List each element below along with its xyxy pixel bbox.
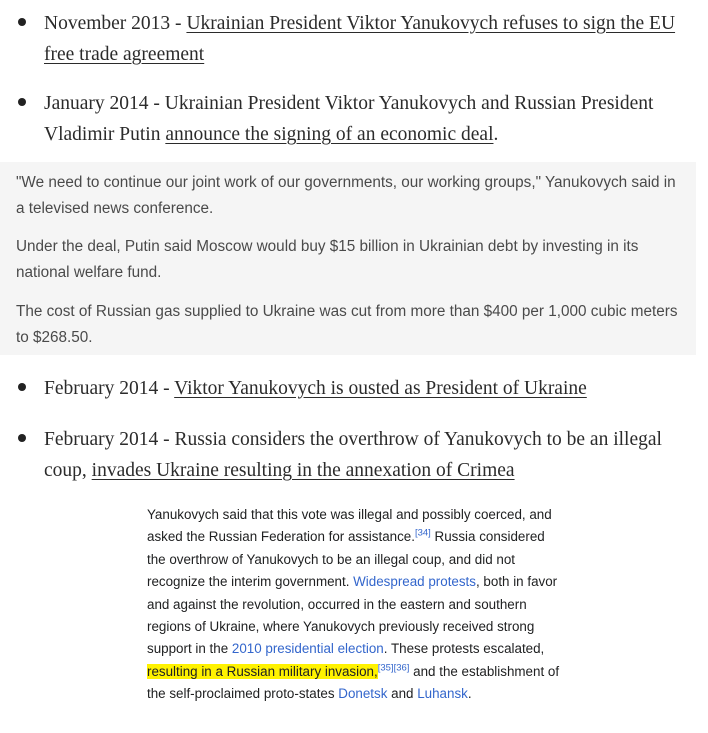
eu-agreement-link[interactable]: Ukrainian President Viktor Yanukovych refuses to sign the EU free trade agreement [44,13,676,65]
ousted-link[interactable]: Viktor Yanukovych is ousted as President of Ukraine [174,378,587,399]
presidential-election-link[interactable]: 2010 presidential election [231,641,384,657]
wiki-text: . [467,686,472,702]
timeline-text [18,373,698,404]
timeline-item-jan-2014 [18,88,698,150]
bullet-dot [18,98,26,106]
quote-paragraph-2: Under the deal, Putin said Moscow would buy $15 billion in Ukrainian debt by investing in its national welfare fund. [16,238,639,281]
bullet-dot [18,18,26,26]
timeline-text [18,8,698,70]
highlighted-text: resulting in a Russian military invasion, [147,663,378,679]
news-quote-block [0,162,696,355]
timeline-item-nov-2013 [18,8,698,70]
timeline-item-feb-2014-crimea [18,424,698,486]
luhansk-link[interactable]: Luhansk [417,686,468,702]
citation-link[interactable]: [35] [377,662,394,674]
widespread-protests-link[interactable]: Widespread protests [353,574,476,590]
timeline-date: February 2014 - [44,378,175,399]
donetsk-link[interactable]: Donetsk [338,686,388,702]
citation-link[interactable]: [34] [414,527,431,539]
wiki-text: Yanukovych said that this vote was illegal and possibly coerced, and asked the Russian Federation for assistance. [147,507,552,545]
economic-deal-link[interactable]: announce the signing of an economic deal [165,124,494,145]
wiki-text: and [387,686,418,702]
timeline-date: November 2013 - [44,13,187,34]
citation-link[interactable]: [36] [393,662,410,674]
timeline-text [18,424,698,486]
quote-paragraph-1: "We need to continue our joint work of our governments, our working groups," Yanukovych said in a televised news conference. [16,174,676,217]
timeline-item-feb-2014-ousted [18,373,698,404]
wiki-text: . These protests escalated, [383,641,545,657]
bullet-dot [18,383,26,391]
timeline-text [18,88,698,150]
crimea-annexation-link[interactable]: invades Ukraine resulting in the annexation of Crimea [91,460,515,481]
timeline-suffix: . [493,124,499,145]
wikipedia-excerpt [147,504,567,706]
timeline-date: January 2014 - Ukrainian President Viktor Yanukovych and Russian President Vladimir Putin [44,93,654,145]
wiki-text: Russia considered the overthrow of Yanukovych to be an illegal coup, and did not recognize the interim government. [147,529,545,590]
citation-35[interactable] [378,662,394,673]
wiki-text: , both in favor and against the revolution, occurred in the eastern and southern regions of Ukraine, where Yanukovych previously received strong support in the [147,574,558,657]
wiki-text: and the establishment of the self-proclaimed proto-states [147,663,560,702]
citation-36[interactable] [394,662,410,673]
citation-34[interactable] [415,528,431,539]
bullet-dot [18,434,26,442]
timeline-date: February 2014 - Russia considers the overthrow of Yanukovych to be an illegal coup, [44,429,662,481]
quote-paragraph-3: The cost of Russian gas supplied to Ukraine was cut from more than $400 per 1,000 cubic meters to $268.50. [16,303,678,346]
